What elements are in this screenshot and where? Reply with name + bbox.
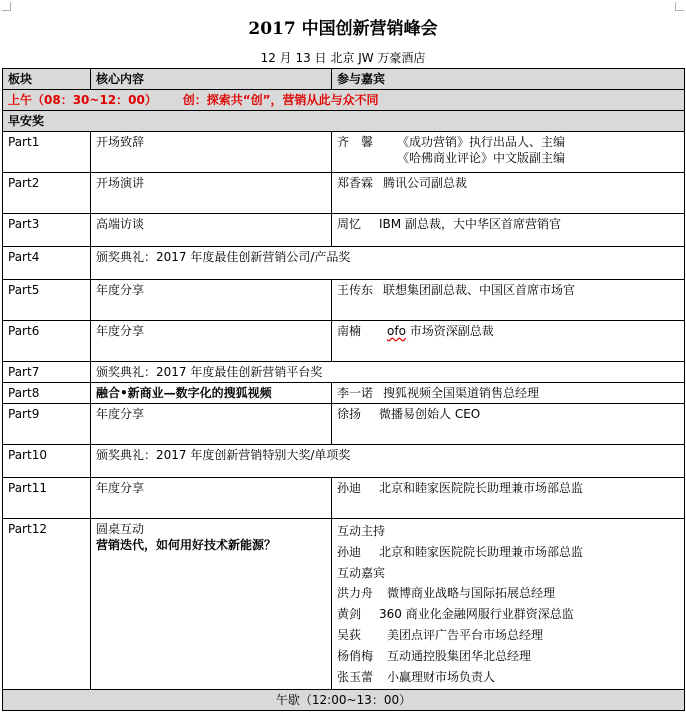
table-row xyxy=(3,280,685,321)
brand-name: ofo xyxy=(387,324,406,338)
part-content: 颁奖典礼：2017 年度创新营销特别大奖/单项奖 xyxy=(91,445,685,478)
document-subtitle: 12 月 13 日 北京 JW 万豪酒店 xyxy=(260,51,426,65)
table-row xyxy=(3,362,685,383)
part-content: 年度分享 xyxy=(91,280,332,321)
part-label: Part11 xyxy=(3,478,91,519)
part-label: Part8 xyxy=(3,383,91,404)
guest-title: 360 商业化金融网服行业群资深总监 xyxy=(379,607,574,622)
part-content: 开场致辞 xyxy=(91,132,332,173)
part-label: Part1 xyxy=(3,132,91,173)
host-title: 北京和睦家医院院长助理兼市场部总监 xyxy=(379,544,584,559)
table-row xyxy=(3,214,685,247)
guest-title: IBM 副总裁，大中华区首席营销官 xyxy=(379,217,561,231)
guest-name: 李一诺 xyxy=(337,386,374,400)
table-row xyxy=(3,321,685,362)
table-row xyxy=(3,173,685,214)
morning-row xyxy=(3,90,685,111)
part-guests xyxy=(332,321,685,362)
part-guests xyxy=(332,280,685,321)
guest-name: 南楠 xyxy=(337,324,362,338)
guest-name: 孙迪 xyxy=(337,481,362,495)
part-content: 年度分享 xyxy=(91,321,332,362)
part-guests xyxy=(332,132,685,173)
guest-label: 互动嘉宾 xyxy=(337,565,386,580)
breakfast-label: 早安奖 xyxy=(3,111,685,132)
guest-title: 互动通控股集团华北总经理 xyxy=(387,648,532,663)
panel-guest xyxy=(337,583,679,604)
table-row xyxy=(3,132,685,173)
guest-title: 《哈佛商业评论》中文版副主编 xyxy=(397,151,566,165)
roundtable-label: 圆桌互动 xyxy=(96,522,145,536)
part-guests xyxy=(332,383,685,404)
guest-title: 市场资深副总裁 xyxy=(405,324,494,338)
lunch-row xyxy=(3,690,685,711)
part-guests xyxy=(332,478,685,519)
guest-title: 美团点评广告平台市场总经理 xyxy=(387,627,544,642)
agenda-table xyxy=(2,68,685,711)
guest-title: 微播易创始人 CEO xyxy=(379,407,481,421)
guest-title: 北京和睦家医院院长助理兼市场部总监 xyxy=(379,481,584,495)
part-guests xyxy=(332,173,685,214)
part-content: 融合•新商业—数字化的搜狐视频 xyxy=(91,383,332,404)
host-name: 孙迪 xyxy=(337,544,362,559)
part-guests xyxy=(332,214,685,247)
part-guests xyxy=(332,519,685,690)
part-label: Part3 xyxy=(3,214,91,247)
part-label: Part2 xyxy=(3,173,91,214)
corner-mark-right xyxy=(675,2,684,11)
roundtable-topic: 营销迭代，如何用好技术新能源？ xyxy=(96,538,277,552)
part-content: 颁奖典礼：2017 年度最佳创新营销平台奖 xyxy=(91,362,685,383)
part-content xyxy=(91,519,332,690)
guest-name: 吴荻 xyxy=(337,627,362,642)
panel-guest xyxy=(337,667,679,688)
guest-name: 杨俏梅 xyxy=(337,648,374,663)
guest-name: 郑香霖 xyxy=(337,176,374,190)
guest-title: 联想集团副总裁、中国区首席市场官 xyxy=(383,283,576,297)
guest-name: 周忆 xyxy=(337,217,362,231)
part-content: 颁奖典礼：2017 年度最佳创新营销公司/产品奖 xyxy=(91,247,685,280)
guest-name: 齐 馨 xyxy=(337,135,374,149)
part-label: Part5 xyxy=(3,280,91,321)
table-header-row xyxy=(3,69,685,90)
table-row xyxy=(3,478,685,519)
part-label: Part7 xyxy=(3,362,91,383)
guest-name: 徐扬 xyxy=(337,407,362,421)
table-row xyxy=(3,445,685,478)
guest-title: 小赢理财市场负责人 xyxy=(387,669,496,684)
lunch-label: 午歇（12:00~13：00） xyxy=(3,690,685,711)
document-title: 2017 中国创新营销峰会 xyxy=(248,19,438,39)
part-label: Part4 xyxy=(3,247,91,280)
panel-guest xyxy=(337,604,679,625)
part-content: 开场演讲 xyxy=(91,173,332,214)
guest-name: 洪力舟 xyxy=(337,586,374,601)
guest-title: 搜狐视频全国渠道销售总经理 xyxy=(383,386,540,400)
guest-name: 黄剑 xyxy=(337,607,362,622)
header-guests: 参与嘉宾 xyxy=(332,69,685,90)
morning-theme: 创：探索共“创”，营销从此与众不同 xyxy=(182,93,379,107)
part-label: Part10 xyxy=(3,445,91,478)
panel-guest xyxy=(337,625,679,646)
table-row xyxy=(3,519,685,690)
morning-time: 上午（08：30~12：00） xyxy=(8,93,157,107)
guest-title: 微博商业战略与国际拓展总经理 xyxy=(387,586,556,601)
table-row xyxy=(3,383,685,404)
corner-mark-left xyxy=(2,2,11,11)
guest-title: 腾讯公司副总裁 xyxy=(383,176,468,190)
guest-name: 王传东 xyxy=(337,283,374,297)
header-section: 板块 xyxy=(3,69,91,90)
part-label: Part9 xyxy=(3,404,91,445)
guest-name: 张玉蕾 xyxy=(337,669,374,684)
part-content: 年度分享 xyxy=(91,478,332,519)
part-label: Part6 xyxy=(3,321,91,362)
part-guests xyxy=(332,404,685,445)
guest-title: 《成功营销》执行出品人、主编 xyxy=(397,135,566,149)
table-row xyxy=(3,247,685,280)
breakfast-row xyxy=(3,111,685,132)
part-label: Part12 xyxy=(3,519,91,690)
header-content: 核心内容 xyxy=(91,69,332,90)
part-content: 高端访谈 xyxy=(91,214,332,247)
part-content: 年度分享 xyxy=(91,404,332,445)
table-row xyxy=(3,404,685,445)
panel-guest xyxy=(337,646,679,667)
host-label: 互动主持 xyxy=(337,524,386,538)
